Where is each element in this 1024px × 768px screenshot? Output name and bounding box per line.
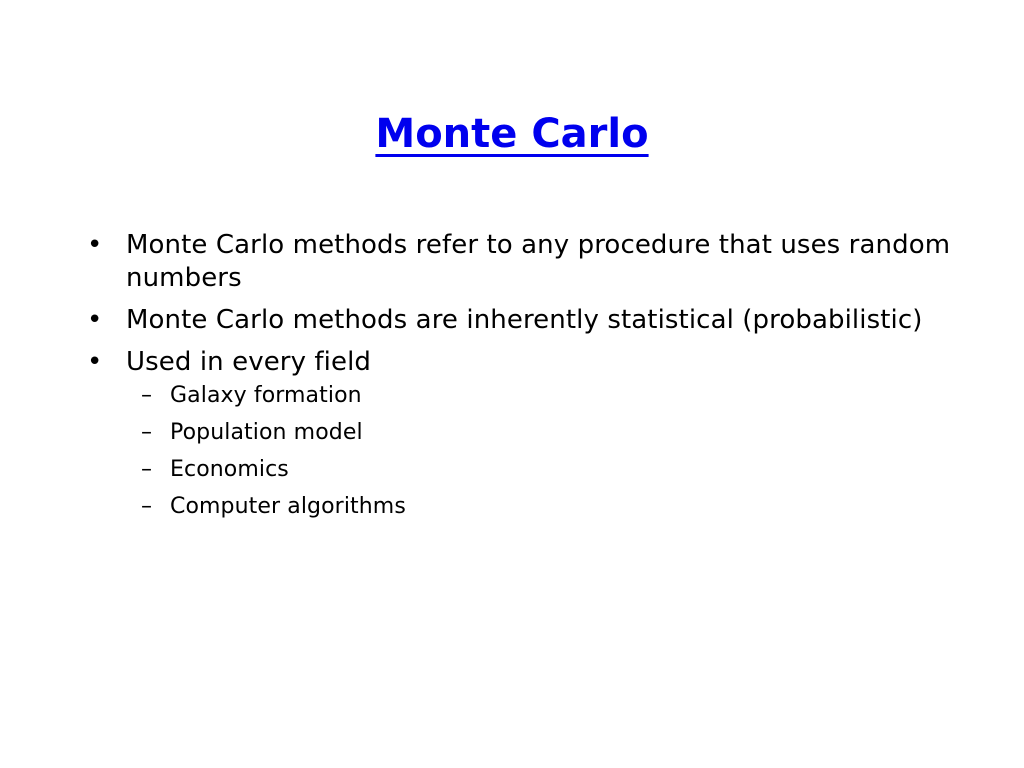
bullet-text: Monte Carlo methods are inherently statistical (probabilistic) [126, 305, 923, 335]
sub-bullet-item [126, 419, 965, 447]
sub-bullet-text: Galaxy formation [170, 383, 362, 408]
bullet-item [85, 304, 965, 337]
bullet-text: Used in every field [126, 347, 372, 377]
sub-bullet-item [126, 493, 965, 521]
sub-bullet-item [126, 456, 965, 484]
sub-bullet-marker: – [141, 420, 153, 445]
sub-bullet-marker: – [141, 494, 153, 519]
bullet-marker: • [87, 230, 103, 260]
sub-bullet-marker: – [141, 457, 153, 482]
sub-bullet-item [126, 382, 965, 410]
bullet-marker: • [87, 305, 103, 335]
bullet-item [85, 229, 965, 295]
slide-title-link[interactable]: Monte Carlo [375, 111, 649, 157]
bullet-text: Monte Carlo methods refer to any procedure that uses random numbers [126, 230, 951, 293]
sub-bullet-text: Computer algorithms [170, 494, 406, 519]
bullet-item [85, 346, 965, 521]
sub-bullet-marker: – [141, 383, 153, 408]
bullet-marker: • [87, 347, 103, 377]
sub-bullet-text: Population model [170, 420, 363, 445]
bullet-list [85, 229, 965, 530]
sub-bullet-list [126, 382, 965, 521]
sub-bullet-text: Economics [170, 457, 289, 482]
